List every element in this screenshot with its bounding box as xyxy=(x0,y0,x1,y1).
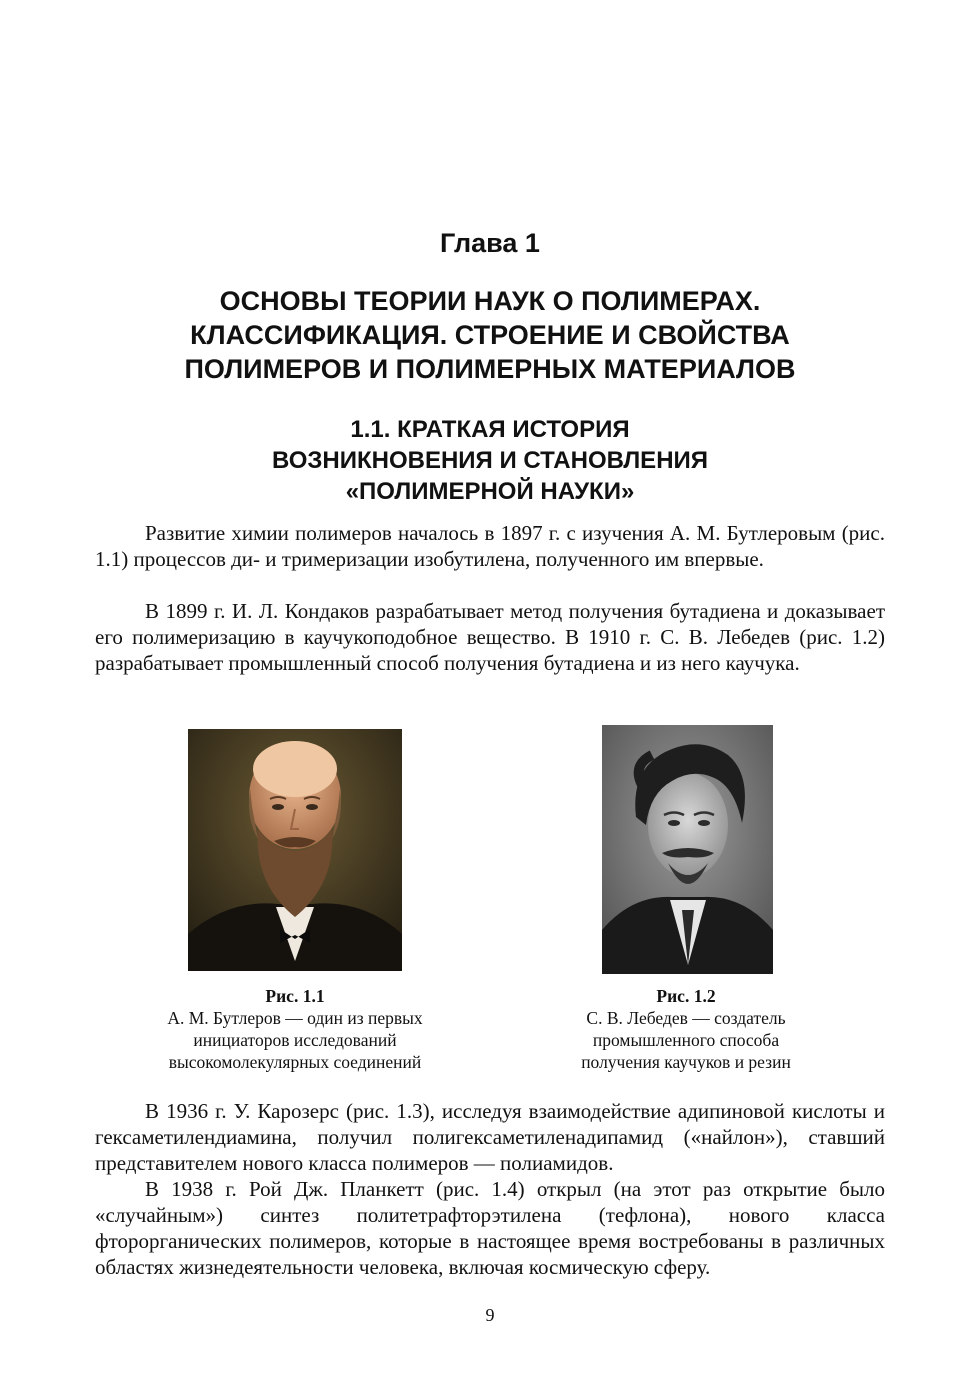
portrait-lebedev-image xyxy=(602,725,773,974)
chapter-heading: Глава 1 xyxy=(440,228,540,258)
caption-line: А. М. Бутлеров — один из первых xyxy=(167,1008,423,1028)
figure-portrait-lebedev xyxy=(602,725,773,974)
section-heading-line: «ПОЛИМЕРНОЙ НАУКИ» xyxy=(345,478,635,505)
chapter-title-line: ОСНОВЫ ТЕОРИИ НАУК О ПОЛИМЕРАХ. xyxy=(219,286,761,316)
section-heading-line: 1.1. КРАТКАЯ ИСТОРИЯ xyxy=(350,416,630,443)
figure-label: Рис. 1.1 xyxy=(265,986,325,1006)
chapter-title-line: КЛАССИФИКАЦИЯ. СТРОЕНИЕ И СВОЙСТВА xyxy=(190,320,790,350)
caption-line: инициаторов исследований xyxy=(193,1030,397,1050)
figure-label: Рис. 1.2 xyxy=(656,986,716,1006)
page-number: 9 xyxy=(485,1305,495,1325)
caption-line: промышленного способа xyxy=(592,1030,780,1050)
figure-portrait-butlerov xyxy=(188,729,402,971)
body-paragraph: В 1938 г. Рой Дж. Планкетт (рис. 1.4) открыл (на этот раз открытие было «случайным») синтез политетрафторэтилена (тефлона), нового класса фторорганических полимеров, которые в настоящее время востребованы в различных областях жизнедеятельности человека, включая космическую сферу. xyxy=(95,1177,885,1279)
section-heading xyxy=(0,414,980,507)
chapter-title-line: ПОЛИМЕРОВ И ПОЛИМЕРНЫХ МАТЕРИАЛОВ xyxy=(184,354,796,384)
caption-line: получения каучуков и резин xyxy=(581,1052,791,1072)
figure-caption-1-2 xyxy=(536,985,836,1073)
portrait-butlerov-image xyxy=(188,729,402,971)
section-heading-line: ВОЗНИКНОВЕНИЯ И СТАНОВЛЕНИЯ xyxy=(271,447,709,474)
chapter-title xyxy=(0,284,980,386)
body-paragraph: Развитие химии полимеров началось в 1897 г. с изучения А. М. Бутлеровым (рис. 1.1) процессов ди- и тримеризации изобутилена, полученного им впервые. xyxy=(95,521,885,571)
body-paragraph: В 1899 г. И. Л. Кондаков разрабатывает метод получения бутадиена и доказывает его полимеризацию в каучукоподобное вещество. В 1910 г. С. В. Лебедев (рис. 1.2) разрабатывает промышленный способ получения бутадиена и из него каучука. xyxy=(95,599,885,675)
caption-line: высокомолекулярных соединений xyxy=(168,1052,422,1072)
figure-caption-1-1 xyxy=(130,985,460,1073)
body-paragraph: В 1936 г. У. Карозерс (рис. 1.3), исследуя взаимодействие адипиновой кислоты и гексаметилендиамина, получил полигексаметиленадипамид («найлон»), ставший представителем нового класса полимеров — полиамидов. xyxy=(95,1099,885,1175)
caption-line: С. В. Лебедев — создатель xyxy=(586,1008,786,1028)
